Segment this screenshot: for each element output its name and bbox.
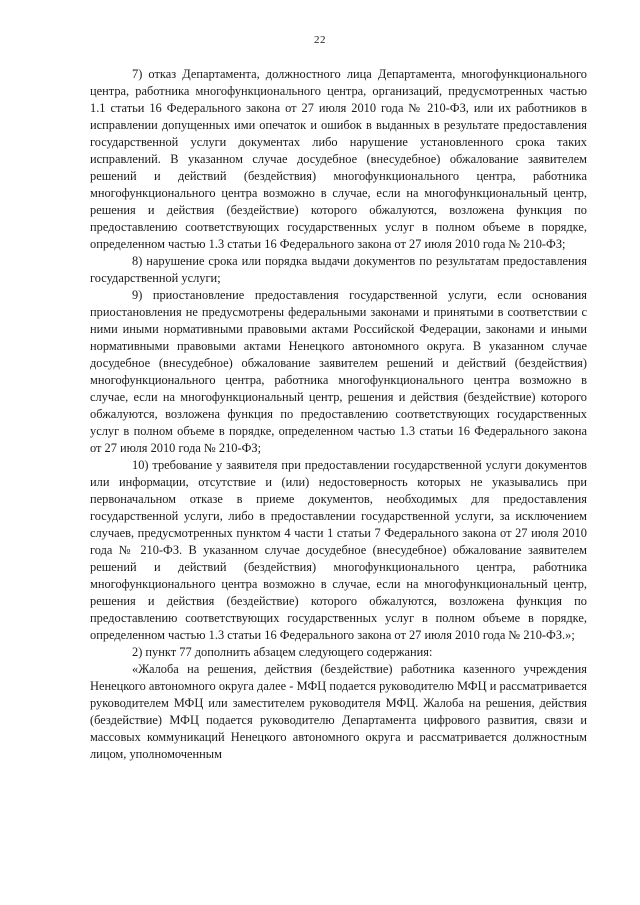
paragraph-complaint-text: «Жалоба на решения, действия (бездействие) работника казенного учреждения Ненецкого автономного округа далее - МФЦ подается руководителю МФЦ и рассматривается руководителем МФЦ или заместителем руководителя МФЦ. Жалоба на решения, действия (бездействие) МФЦ подается руководителю Департамента цифрового развития, связи и массовых коммуникаций Ненецкого автономного округа и рассматривается должностным лицом, уполномоченным xyxy=(90,662,587,761)
page-number: 22 xyxy=(314,34,326,46)
document-body xyxy=(90,66,587,763)
paragraph-item-8: 8) нарушение срока или порядка выдачи документов по результатам предоставления государственной услуги; xyxy=(90,254,587,285)
paragraph-item-9: 9) приостановление предоставления государственной услуги, если основания приостановления не предусмотрены федеральными законами и принятыми в соответствии с ними иными нормативными правовыми актами Российской Федерации, законами и иными нормативными правовыми актами Ненецкого автономного округа. В указанном случае досудебное (внесудебное) обжалование заявителем решений и действий (бездействия) многофункционального центра, работника многофункционального центра возможно в случае, если на многофункциональный центр, решения и действия (бездействие) которого обжалуются, возложена функция по предоставлению соответствующих государственных услуг в полном объеме в порядке, определенном частью 1.3 статьи 16 Федерального закона от 27 июля 2010 года № 210-ФЗ; xyxy=(90,288,587,455)
paragraph-item-10: 10) требование у заявителя при предоставлении государственной услуги документов или информации, отсутствие и (или) недостоверность которых не указывались при первоначальном отказе в приеме документов, необходимых для предоставления государственной услуги, либо в предоставлении государственной услуги, за исключением случаев, предусмотренных пунктом 4 части 1 статьи 7 Федерального закона от 27 июля 2010 года № 210-ФЗ. В указанном случае досудебное (внесудебное) обжалование заявителем решений и действий (бездействия) многофункционального центра, работника многофункционального центра возможно в случае, если на многофункциональный центр, решения и действия (бездействие) которого обжалуются, возложена функция по предоставлению соответствующих государственных услуг в полном объеме в порядке, определенном частью 1.3 статьи 16 Федерального закона от 27 июля 2010 года № 210-ФЗ.»; xyxy=(90,458,587,642)
paragraph-item-7: 7) отказ Департамента, должностного лица Департамента, многофункционального центра, работника многофункционального центра, организаций, предусмотренных частью 1.1 статьи 16 Федерального закона от 27 июля 2010 года № 210-ФЗ, или их работников в исправлении допущенных ими опечаток и ошибок в выданных в результате предоставления государственной услуги документах либо нарушение установленного срока таких исправлений. В указанном случае досудебное (внесудебное) обжалование заявителем решений и действий (бездействия) многофункционального центра, работника многофункционального центра возможно в случае, если на многофункциональный центр, решения и действия (бездействие) которого обжалуются, возложена функция по предоставлению соответствующих государственных услуг в полном объеме в порядке, определенном частью 1.3 статьи 16 Федерального закона от 27 июля 2010 года № 210-ФЗ; xyxy=(90,67,587,251)
paragraph-amendment-point-2: 2) пункт 77 дополнить абзацем следующего содержания: xyxy=(132,645,433,659)
